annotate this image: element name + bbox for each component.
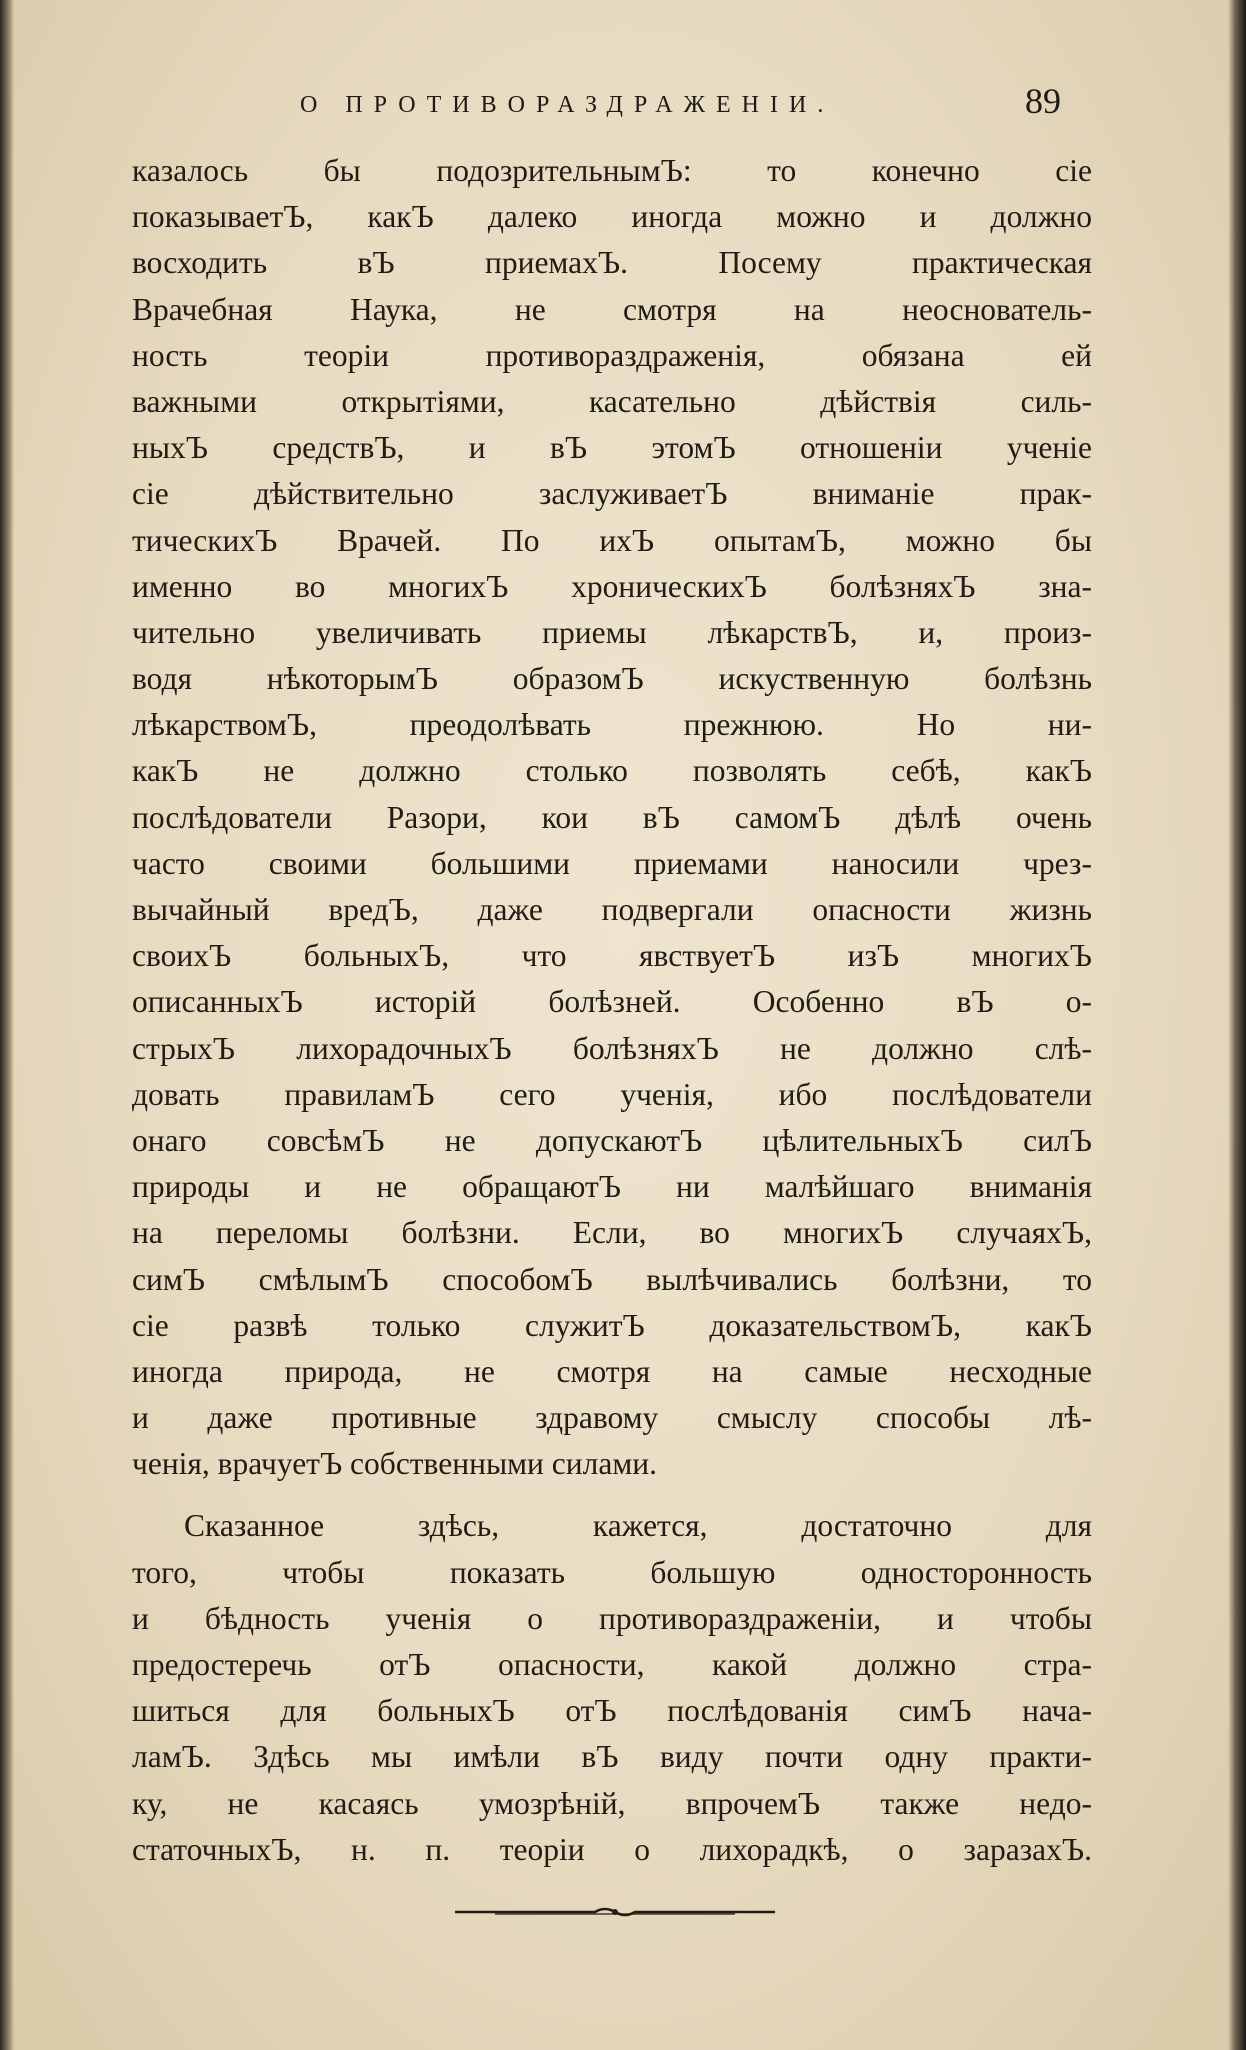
text-line: шиться для больныхЪ отЪ послѣдованія симЪ нача- [132,1693,1092,1729]
ornamental-rule [455,1902,775,1922]
text-line: именно во многихЪ хроническихЪ болѣзняхЪ зна- [132,568,1092,604]
text-line: сіе дѣйствительно заслуживаетЪ вниманіе прак- [132,476,1092,512]
text-line: описанныхЪ исторій болѣзней. Особенно вЪ о- [132,984,1092,1020]
text-line: показываетЪ, какЪ далеко иногда можно и должно [132,199,1092,235]
text-line: ность теоріи противораздраженія, обязана ей [132,337,1092,373]
text-line: казалось бы подозрительнымЪ: то конечно сіе [132,153,1092,188]
text-line: Врачебная Наука, не смотря на неоснователь- [132,291,1092,327]
paragraph-2 [132,1503,1092,1873]
text-line: на переломы болѣзни. Если, во многихЪ случаяхЪ, [132,1215,1092,1251]
text-line: ку, не касаясь умозрѣній, впрочемЪ также недо- [132,1785,1092,1821]
text-line: послѣдователи Разори, кои вЪ самомЪ дѣлѣ очень [132,799,1092,835]
text-line: восходить вЪ приемахЪ. Посему практическая [132,245,1092,281]
text-line: вычайный вредЪ, даже подвергали опасности жизнь [132,892,1092,927]
text-line: ламЪ. Здѣсь мы имѣли вЪ виду почти одну практи- [132,1739,1092,1775]
text-line: того, чтобы показать большую односторонность [132,1554,1092,1590]
text-line: статочныхЪ, н. п. теоріи о лихорадкѣ, о заразахЪ. [132,1831,1092,1867]
paragraph-gap [132,1487,1092,1503]
text-line: ныхЪ средствЪ, и вЪ этомЪ отношеніи ученіе [132,430,1092,466]
text-line: довать правиламЪ сего ученія, ибо послѣдователи [132,1076,1092,1112]
text-line: часто своими большими приемами наносили чрез- [132,845,1092,881]
text-line: иногда природа, не смотря на самые несходные [132,1353,1092,1389]
text-line: важными открытіями, касательно дѣйствія силь- [132,383,1092,419]
text-line: Сказанное здѣсь, кажется, достаточно для [184,1508,1092,1544]
text-line: онаго совсѣмЪ не допускаютЪ цѣлительныхЪ силЪ [132,1122,1092,1158]
text-line: стрыхЪ лихорадочныхЪ болѣзняхЪ не должно слѣ- [132,1030,1092,1066]
text-line: лѣкарствомЪ, преодолѣвать прежнюю. Но ни- [132,707,1092,743]
text-line: симЪ смѣлымЪ способомЪ вылѣчивались болѣзни, то [132,1261,1092,1297]
body-text [132,148,1092,1873]
page-left-edge [0,0,14,2050]
text-line: предостеречь отЪ опасности, какой должно стра- [132,1647,1092,1682]
text-line: ченія, врачуетЪ собственными силами. [132,1446,657,1482]
text-line: чительно увеличивать приемы лѣкарствЪ, и, произ- [132,614,1092,650]
page-right-edge [1228,0,1246,2050]
text-line: и бѣдность ученія о противораздраженіи, и чтобы [132,1600,1092,1636]
text-line: и даже противные здравому смыслу способы лѣ- [132,1400,1092,1436]
text-line: тическихЪ Врачей. По ихЪ опытамЪ, можно бы [132,522,1092,558]
page-number: 89 [1025,81,1061,121]
running-head: О ПРОТИВОРАЗДРАЖЕНІИ. [300,92,835,118]
paragraph-1 [132,148,1092,1487]
text-line: какЪ не должно столько позволять себѣ, какЪ [132,753,1092,789]
text-line: водя нѣкоторымЪ образомЪ искуственную болѣзнь [132,661,1092,697]
text-line: сіе развѣ только служитЪ доказательствомЪ, какЪ [132,1307,1092,1343]
text-line: своихЪ больныхЪ, что явствуетЪ изЪ многихЪ [132,938,1092,974]
text-line: природы и не обращаютЪ ни малѣйшаго вниманія [132,1169,1092,1205]
